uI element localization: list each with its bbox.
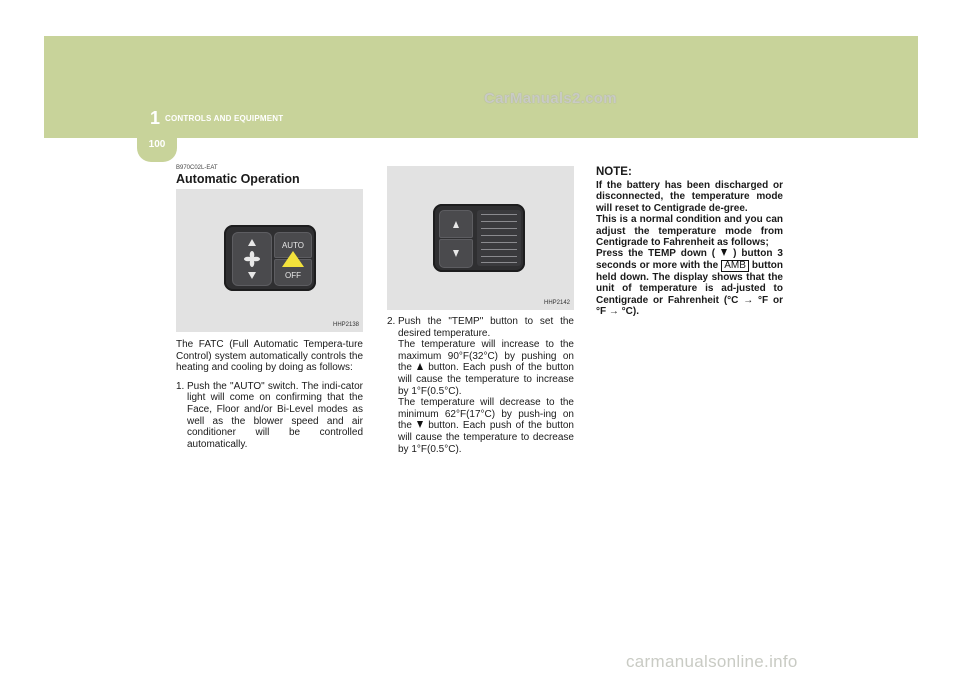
figure-temp-panel <box>387 166 574 310</box>
off-label: OFF <box>285 271 301 280</box>
temp-down-button <box>439 239 473 268</box>
temp-up-icon <box>453 221 459 228</box>
grill-line <box>481 235 517 236</box>
item-text-part: The temperature will decrease to the minimum 62°F(17°C) by push-ing on the <box>398 397 574 432</box>
note-paragraph: This is a normal condition and you can adjust the temperature mode from Centigrade to Fahrenheit as follows; <box>596 214 783 249</box>
page-number: 100 <box>148 139 166 150</box>
pointer-arrow-icon <box>282 251 304 267</box>
watermark-top[interactable]: CarManuals2.com <box>484 90 617 107</box>
figure-label: HHP2142 <box>543 300 570 306</box>
grill-line <box>481 228 517 229</box>
down-triangle-icon <box>417 421 423 428</box>
section-heading: Automatic Operation <box>176 172 300 186</box>
down-triangle-icon <box>721 249 727 256</box>
item-number: 1. <box>176 380 185 392</box>
intro-paragraph: The FATC (Full Automatic Tempera-ture Control) system automatically controls the heating and cooling by doing as follows: <box>176 339 363 374</box>
grill-line <box>481 249 517 250</box>
section-code: B970C02L-EAT <box>176 165 218 171</box>
figure-label: HHP2138 <box>332 322 359 328</box>
amb-key-label: AMB <box>721 260 749 272</box>
item-text-part: button. Each push of the button will cause the temperature to increase by 1°F(0.5°C). <box>398 362 574 397</box>
note-paragraph: button held down. The display shows that the unit of temperature is ad-justed to Centigrade or Fahrenheit (°C → °F or °F → °C). <box>596 259 784 318</box>
column-1-text <box>176 339 363 450</box>
up-triangle-icon <box>417 363 423 370</box>
temp-up-button <box>439 210 473 238</box>
grill-line <box>481 242 517 243</box>
item-text <box>398 316 574 455</box>
figure-auto-off-panel <box>176 189 363 332</box>
grill-line <box>481 262 517 263</box>
column-2-text <box>387 316 574 455</box>
list-item <box>176 381 363 451</box>
item-text-part: The temperature will increase to the maximum 90°F(32°C) by pushing on the <box>398 339 574 374</box>
note-paragraph: ) button 3 seconds or more with the <box>596 248 783 271</box>
grill-line <box>481 221 517 222</box>
item-number: 2. <box>387 316 396 327</box>
list-item <box>387 316 574 455</box>
item-text-part: button. Each push of the button will cause the temperature to decrease by 1°F(0.5°C). <box>398 420 574 455</box>
grill-line <box>481 214 517 215</box>
fan-button <box>232 232 272 286</box>
item-text-part: Push the "TEMP" button to set the desired temperature. <box>398 316 574 339</box>
auto-label: AUTO <box>281 240 305 250</box>
temp-down-icon <box>453 250 459 257</box>
item-text: Push the "AUTO" switch. The indi-cator light will come on confirming that the Face, Floor and/or Bi-Level modes as well as the blower speed and air conditioner will be controlled automatically. <box>187 380 363 450</box>
watermark-bottom[interactable]: carmanualsonline.info <box>626 652 798 671</box>
note-box <box>596 166 783 317</box>
temp-control-panel <box>433 204 525 272</box>
grill-line <box>481 256 517 257</box>
note-title: NOTE: <box>596 166 632 178</box>
chapter-title: CONTROLS AND EQUIPMENT <box>165 114 284 123</box>
chapter-number: 1 <box>150 108 161 128</box>
fan-speed-icon <box>233 233 271 285</box>
display-grill <box>477 210 521 266</box>
note-text <box>596 180 783 317</box>
note-paragraph: If the battery has been discharged or disconnected, the temperature mode will reset to Centigrade de-gree. <box>596 180 783 214</box>
note-paragraph: Press the TEMP down ( <box>596 248 716 260</box>
